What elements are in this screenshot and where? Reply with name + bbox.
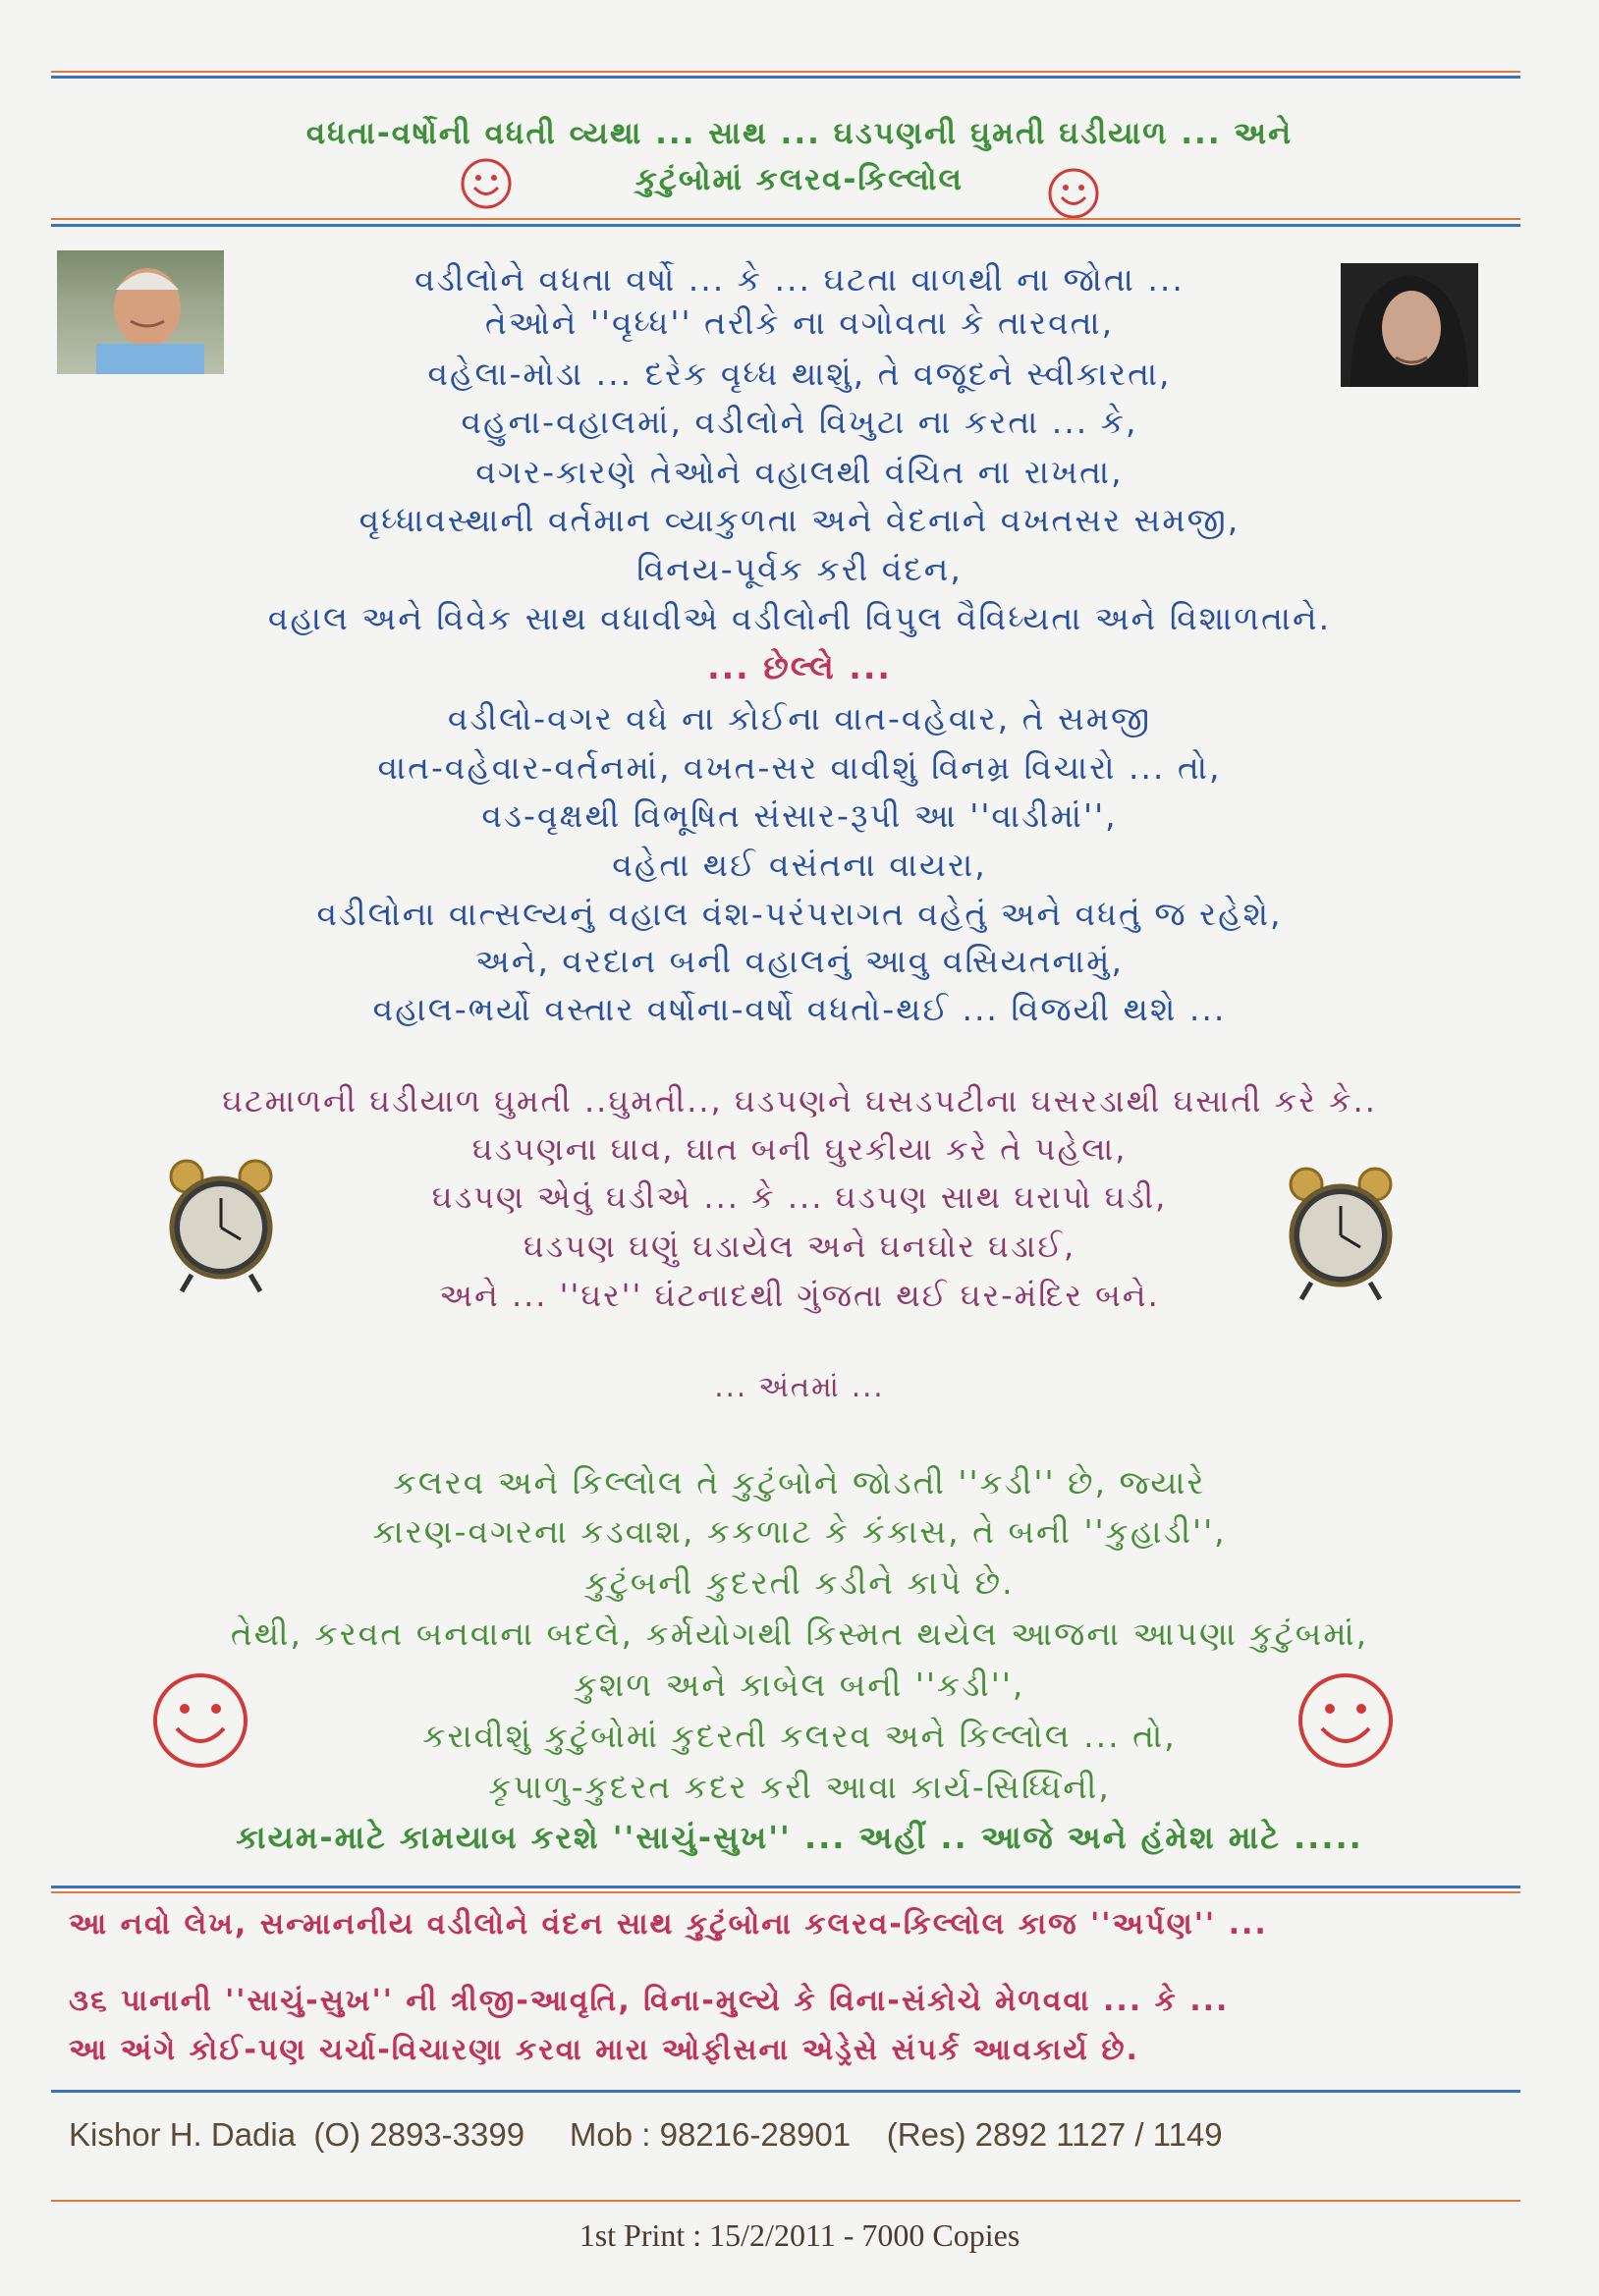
header-line-1: વધતા-વર્ષોની વધતી વ્યથા ... સાથ ... ઘડપણની ઘુમતી ઘડીયાળ ... અને (305, 116, 1294, 151)
poem-line: કરાવીશું કુટુંબોમાં કુદરતી કલરવ અને કિલ્લોલ ... તો, (422, 1717, 1177, 1755)
print-info: 1st Print : 15/2/2011 - 7000 Copies (579, 2217, 1020, 2253)
smiley-icon (1295, 1669, 1397, 1772)
contact-info: Kishor H. Dadia (O) 2893-3399 Mob : 98216-28901 (Res) 2892 1127 / 1149 (69, 2116, 1223, 2153)
poem-line: વહેતા થઈ વસંતના વાયરા, (612, 846, 987, 884)
top-rule-blue (51, 76, 1520, 79)
poem-line: વગર-કારણે તેઓને વહાલથી વંચિત ના રાખતા, (475, 453, 1124, 491)
poem-line: વૃધ્ધાવસ્થાની વર્તમાન વ્યાકુળતા અને વેદનાને વખતસર સમજી, (358, 501, 1241, 539)
poem-line: કુશળ અને કાબેલ બની ''કડી'', (574, 1666, 1025, 1704)
contact-rule-blue (51, 2090, 1520, 2093)
smiley-icon (460, 157, 513, 210)
poem-line: વહુના-વહાલમાં, વડીલોને વિખુટા ના કરતા ... કે, (461, 403, 1138, 441)
poem-line: વડીલોને વધતા વર્ષો ... કે ... ઘટતા વાળથી ના જોતા ... (414, 260, 1185, 299)
poem-line: વહેલા-મોડા ... દરેક વૃધ્ધ થાશું, તે વજૂદને સ્વીકારતા, (427, 355, 1172, 393)
poem-line: અને, વરદાન બની વહાલનું આવુ વસિયતનામું, (475, 942, 1124, 980)
dedication-text: આ નવો લેખ, સન્માનનીય વડીલોને વંદન સાથ કુટુંબોના કલરવ-કિલ્લોલ કાજ ''અર્પણ'' ... (69, 1907, 1268, 1941)
poem-line: કારણ-વગરના કડવાશ, કકળાટ કે કંકાસ, તે બની ''કુહાડી'', (372, 1512, 1227, 1551)
dedication-rule-orange (51, 1891, 1520, 1893)
poem-line: તેથી, કરવત બનવાના બદલે, કર્મયોગથી કિસ્મત થયેલ આજના આપણા કુટુંબમાં, (230, 1614, 1369, 1653)
poem-line: ઘડપણ એવું ઘડીએ ... કે ... ઘડપણ સાથ ઘરાપો ઘડી, (431, 1178, 1168, 1216)
poem-line: વડીલોના વાત્સલ્યનું વહાલ વંશ-પરંપરાગત વહેતું અને વધતું જ રહેશે, (316, 895, 1283, 933)
poem-line: વડ-વૃક્ષથી વિભૂષિત સંસાર-રૂપી આ ''વાડીમાં'', (481, 796, 1118, 835)
poem-line: ઘડપણના ઘાવ, ઘાત બની ઘુરકીયા કરે તે પહેલા, (471, 1130, 1128, 1168)
bottom-rule-orange (51, 2200, 1520, 2202)
section-heading-antma: ... અંતમાં ... (714, 1370, 885, 1403)
poem-line-final: કાયમ-માટે કામયાબ કરશે ''સાચું-સુખ'' ... અહીં .. આજે અને હંમેશ માટે ..... (236, 1819, 1363, 1856)
smiley-icon (149, 1669, 251, 1772)
offer-line: ૩૬ પાનાની ''સાચું-સુખ'' ની ત્રીજી-આવૃતિ, વિના-મુલ્યે કે વિના-સંકોચે મેળવવા ... કે ... (69, 1984, 1230, 2018)
header-rule-blue (51, 224, 1520, 227)
poem-line: કલરવ અને કિલ્લોલ તે કુટુંબોને જોડતી ''કડી'' છે, જ્યારે (393, 1463, 1206, 1502)
dedication-rule-blue (51, 1886, 1520, 1888)
poem-line: ઘટમાળની ઘડીયાળ ઘુમતી ..ઘુમતી.., ઘડપણને ઘસડપટીના ઘસરડાથી ઘસાતી કરે કે.. (222, 1082, 1377, 1120)
poem-line: વડીલો-વગર વધે ના કોઈના વાત-વહેવાર, તે સમજી (447, 699, 1152, 738)
poem-line: તેઓને ''વૃધ્ધ'' તરીકે ના વગોવતા કે તારવતા, (484, 303, 1115, 342)
smiley-icon (1047, 167, 1100, 220)
poem-line: વહાલ-ભર્યો વસ્તાર વર્ષોના-વર્ષો વધતો-થઈ ... વિજયી થશે ... (372, 990, 1227, 1028)
offer-line: આ અંગે કોઈ-પણ ચર્ચા-વિચારણા કરવા મારા ઓફીસના એડ્રેસે સંપર્ક આવકાર્ય છે. (69, 2033, 1139, 2067)
poem-line: ઘડપણ ઘણું ઘડાયેલ અને ઘનઘોર ઘડાઈ, (523, 1228, 1076, 1265)
header-line-2: કુટુંબોમાં કલરવ-કિલ્લોલ (634, 162, 964, 197)
section-heading-chhelle: ... છેલ્લે ... (707, 648, 892, 686)
alarm-clock-icon (157, 1149, 285, 1296)
poem-line: કૃપાળુ-કુદરત કદર કરી આવા કાર્ય-સિધ્ધિની, (488, 1768, 1111, 1806)
header-rule-orange (51, 218, 1520, 220)
poem-line: કુટુંબની કુદરતી કડીને કાપે છે. (584, 1563, 1015, 1602)
poem-line: વાત-વહેવાર-વર્તનમાં, વખત-સર વાવીશું વિનમ્ર વિચારો ... તો, (377, 748, 1222, 787)
alarm-clock-icon (1277, 1157, 1405, 1304)
poem-line: વહાલ અને વિવેક સાથ વધાવીએ વડીલોની વિપુલ વૈવિધ્યતા અને વિશાળતાને. (267, 599, 1332, 637)
top-rule-orange (51, 71, 1520, 73)
poem-line: વિનય-પૂર્વક કરી વંદન, (636, 550, 963, 588)
poem-line: અને ... ''ઘર'' ઘંટનાદથી ગુંજતા થઈ ઘર-મંદિર બને. (439, 1277, 1160, 1314)
